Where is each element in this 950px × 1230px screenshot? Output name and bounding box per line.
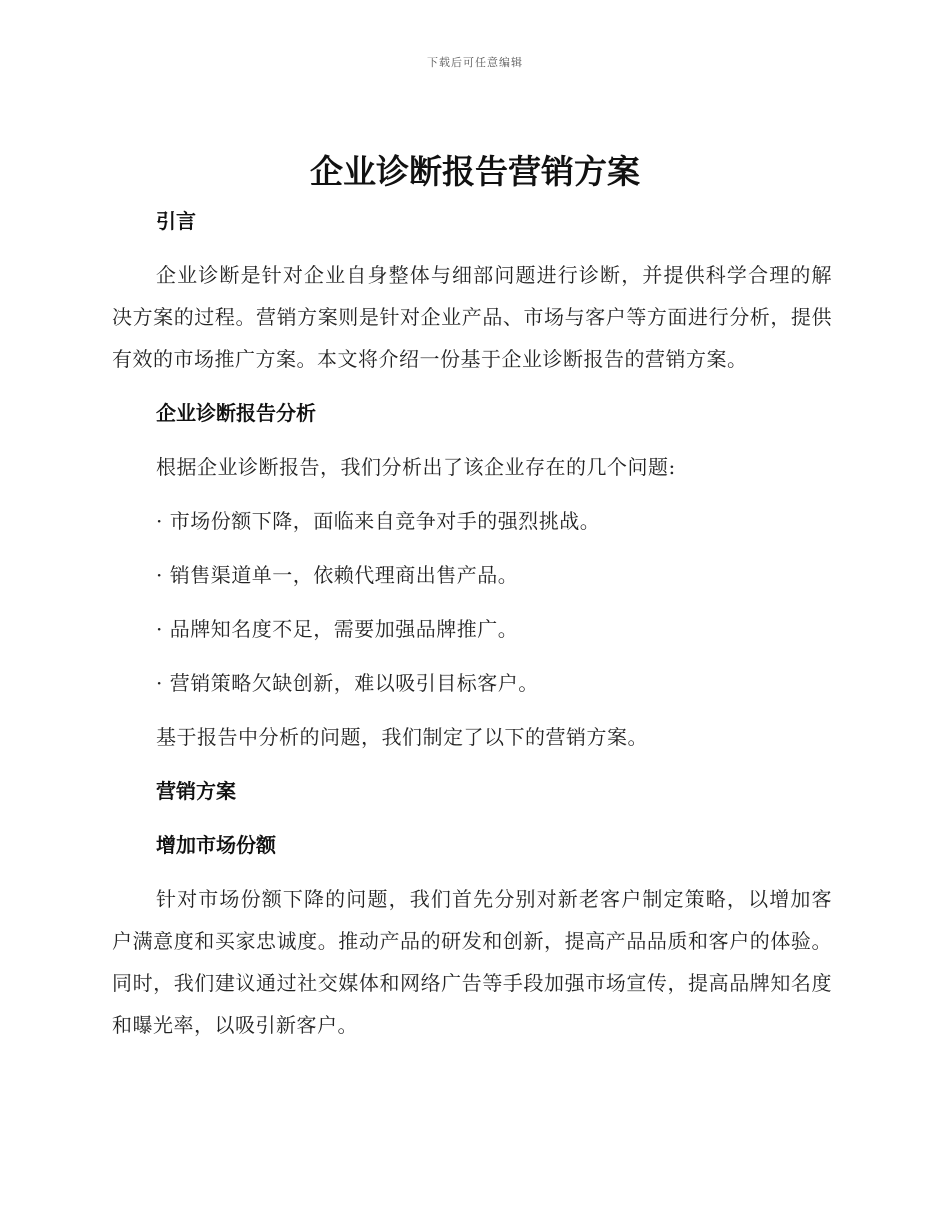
- intro-heading: 引言: [156, 209, 196, 233]
- market-share-paragraph: 针对市场份额下降的问题，我们首先分别对新老客户制定策略，以增加客户满意度和买家忠诚度。推动产品的研发和创新，提高产品品质和客户的体验。同时，我们建议通过社交媒体和网络广告等手段加强市场宣传，提高品牌知名度和曝光率，以吸引新客户。: [112, 887, 832, 1037]
- document-body: [112, 200, 832, 1046]
- analysis-lead: 根据企业诊断报告，我们分析出了该企业存在的几个问题:: [156, 455, 676, 479]
- intro-paragraph: 企业诊断是针对企业自身整体与细部问题进行诊断，并提供科学合理的解决方案的过程。营销方案则是针对企业产品、市场与客户等方面进行分析，提供有效的市场推广方案。本文将介绍一份基于企业诊断报告的营销方案。: [112, 263, 832, 371]
- page-header-note: 下载后可任意编辑: [427, 56, 523, 69]
- issue-item: · 品牌知名度不足，需要加强品牌推广。: [156, 617, 519, 641]
- market-share-heading: 增加市场份额: [156, 833, 276, 857]
- analysis-heading: 企业诊断报告分析: [156, 401, 316, 425]
- issue-item: · 市场份额下降，面临来自竞争对手的强烈挑战。: [156, 509, 601, 533]
- analysis-conclusion: 基于报告中分析的问题，我们制定了以下的营销方案。: [156, 725, 648, 749]
- issue-item: · 营销策略欠缺创新，难以吸引目标客户。: [156, 671, 539, 695]
- document-title: 企业诊断报告营销方案: [310, 152, 640, 191]
- issue-item: · 销售渠道单一，依赖代理商出售产品。: [156, 563, 519, 587]
- plan-heading: 营销方案: [156, 779, 236, 803]
